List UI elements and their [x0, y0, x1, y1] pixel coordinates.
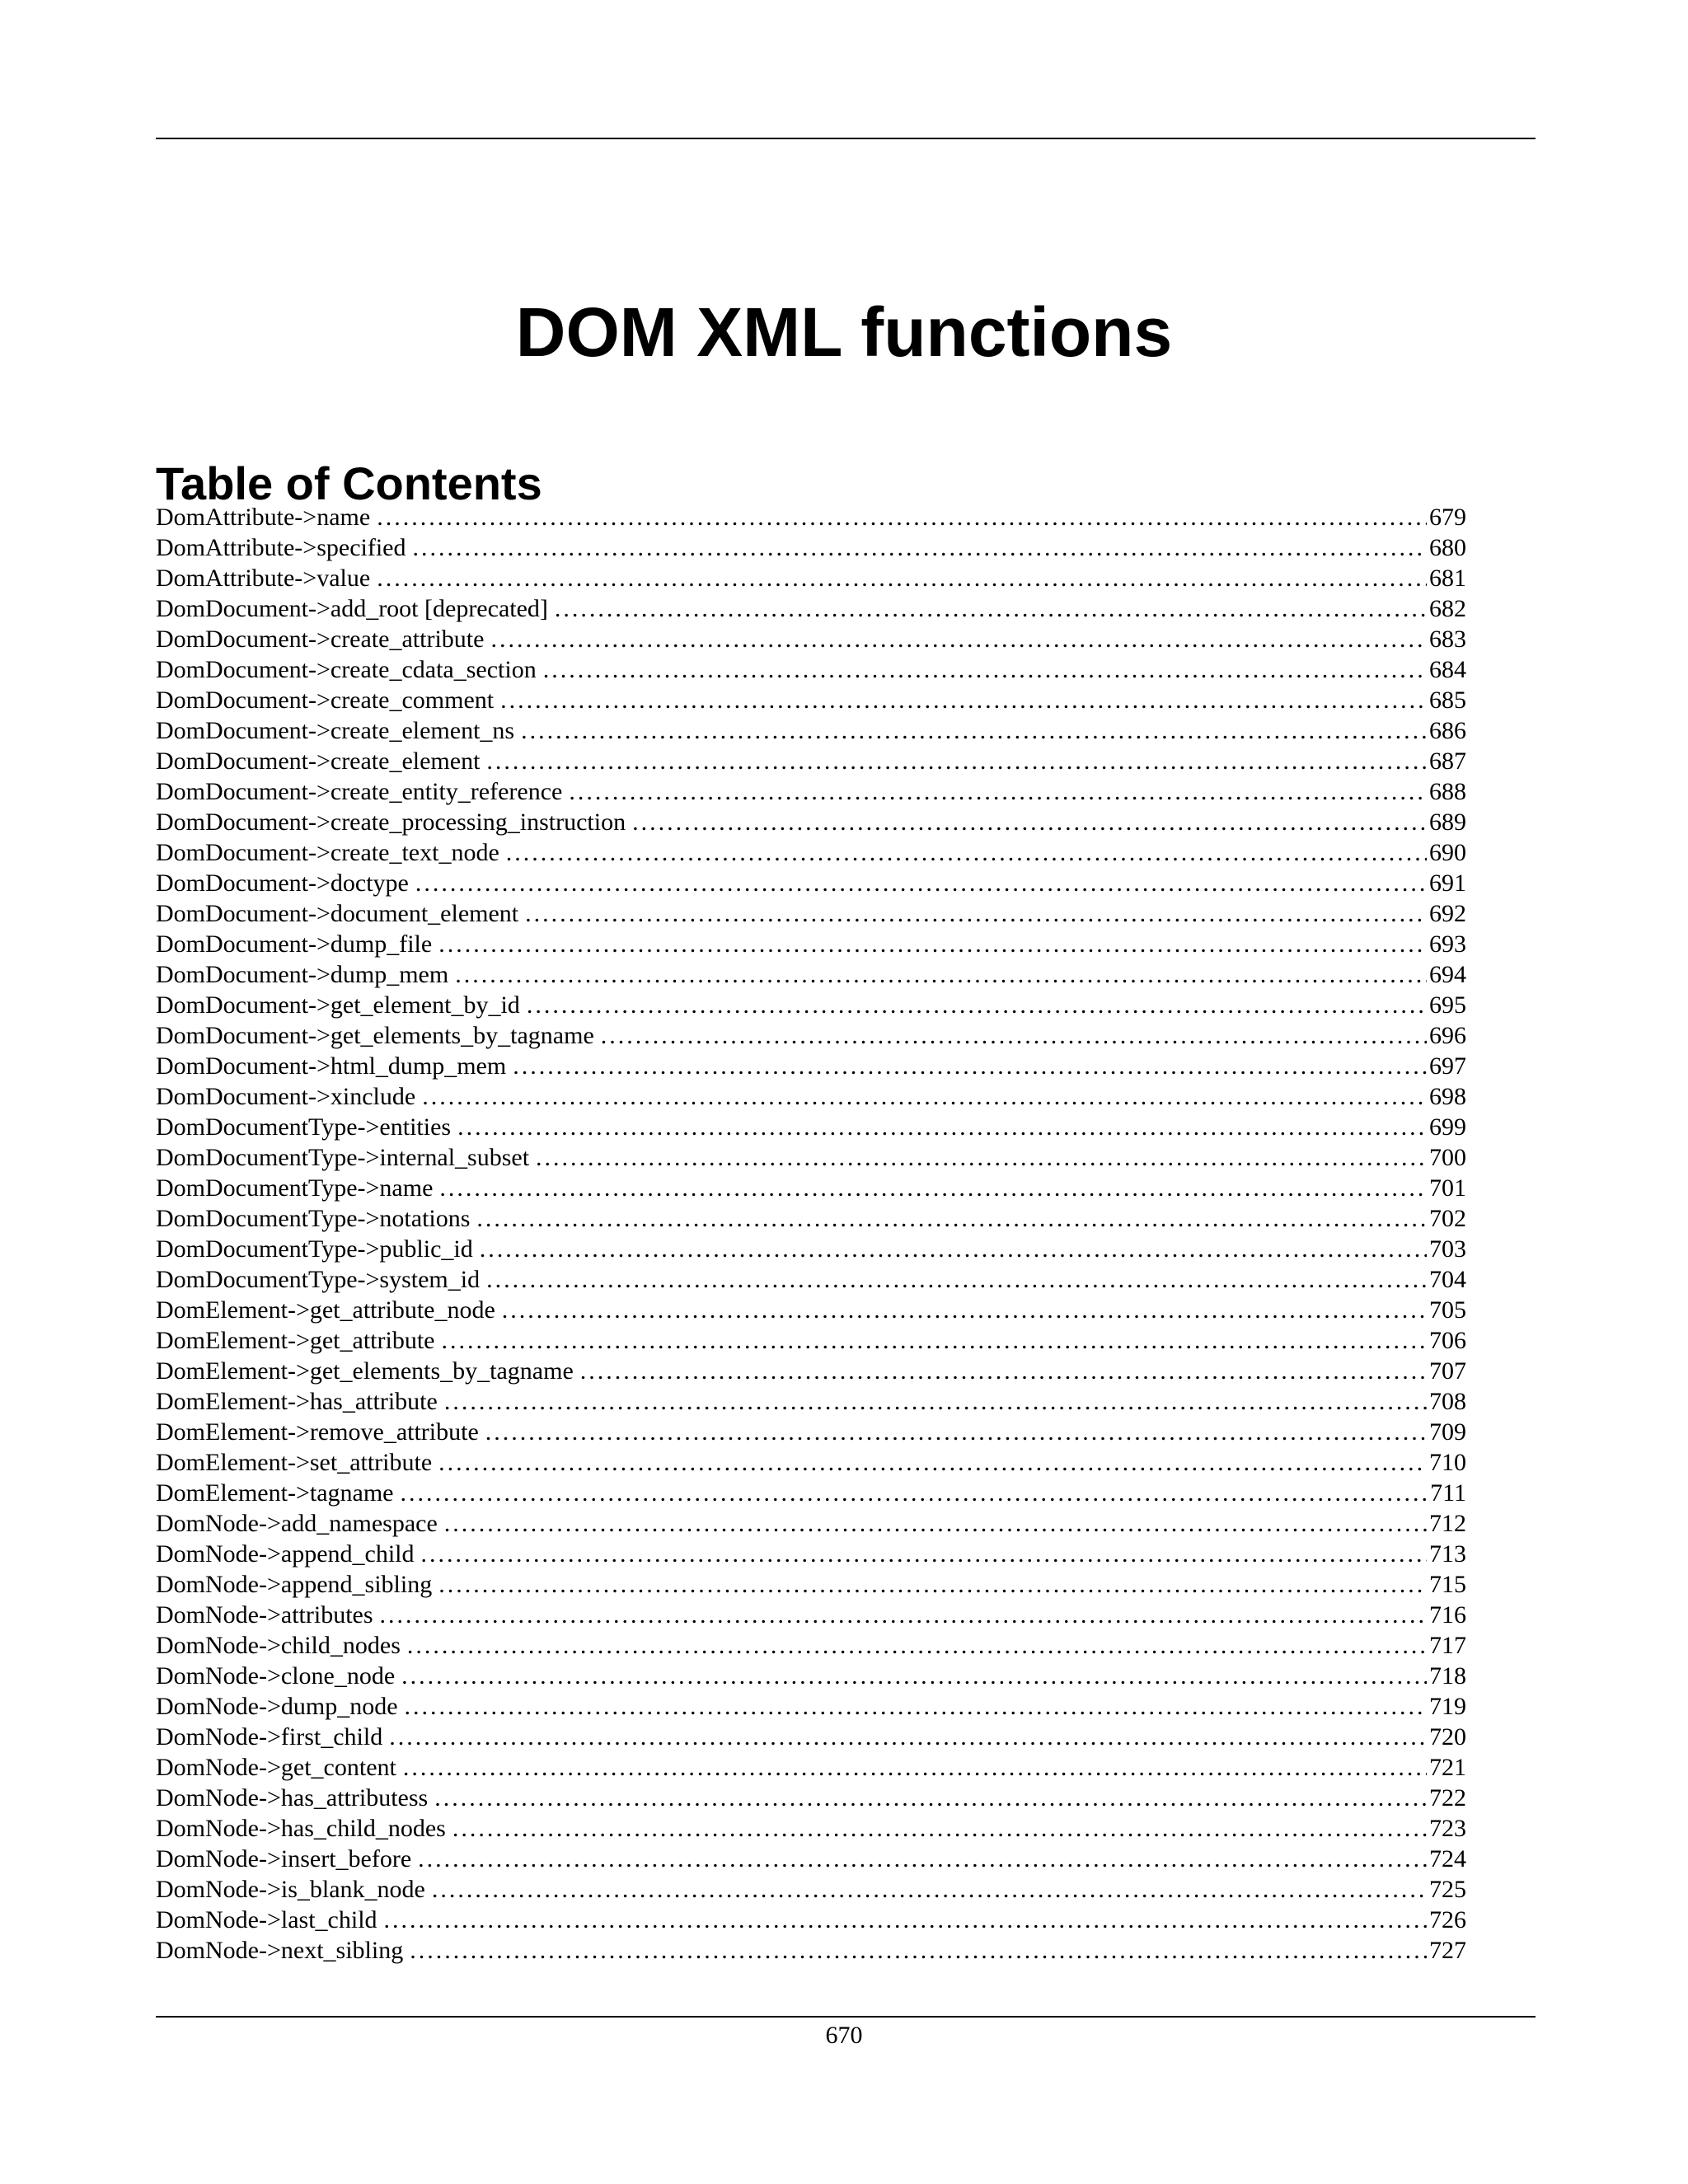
- toc-dot-leader: [536, 1142, 1427, 1173]
- footer-rule: [156, 2016, 1536, 2018]
- toc-entry[interactable]: [156, 532, 1466, 563]
- toc-entry[interactable]: [156, 1569, 1466, 1600]
- toc-entry-page-number[interactable]: 722: [1429, 1784, 1466, 1811]
- toc-dot-leader: [601, 1020, 1427, 1051]
- toc-heading: Table of Contents: [156, 457, 542, 510]
- toc-entry-page-number[interactable]: 707: [1429, 1357, 1466, 1385]
- toc-dot-leader: [377, 563, 1427, 593]
- toc-entry-label[interactable]: DomDocumentType->notations: [156, 1205, 471, 1232]
- toc-entry-page-number[interactable]: 727: [1429, 1937, 1466, 1964]
- toc-entry-label[interactable]: DomElement->get_attribute_node: [156, 1296, 495, 1324]
- toc-dot-leader: [521, 715, 1427, 746]
- toc-entry-page-number[interactable]: 726: [1429, 1906, 1466, 1933]
- toc-entry[interactable]: [156, 654, 1466, 685]
- toc-entry-label[interactable]: DomNode->has_child_nodes: [156, 1815, 446, 1842]
- toc-entry[interactable]: [156, 1173, 1466, 1203]
- toc-entry[interactable]: [156, 1722, 1466, 1752]
- toc-entry-page-number[interactable]: 682: [1429, 595, 1466, 622]
- toc-dot-leader: [405, 1691, 1427, 1722]
- toc-dot-leader: [476, 1203, 1427, 1234]
- toc-entry-page-number[interactable]: 681: [1429, 565, 1466, 592]
- toc-entry-page-number[interactable]: 717: [1429, 1632, 1466, 1659]
- toc-entry-label[interactable]: DomDocument->get_element_by_id: [156, 991, 520, 1019]
- toc-entry-label[interactable]: DomDocument->doctype: [156, 869, 409, 897]
- toc-entry-label[interactable]: DomNode->child_nodes: [156, 1632, 401, 1659]
- toc-dot-leader: [569, 776, 1427, 807]
- toc-entry-label[interactable]: DomNode->get_content: [156, 1754, 396, 1781]
- toc-entry-page-number[interactable]: 697: [1429, 1052, 1466, 1080]
- page-title: DOM XML functions: [515, 293, 1173, 372]
- toc-entry[interactable]: [156, 929, 1466, 959]
- toc-dot-leader: [422, 1081, 1427, 1112]
- toc-entry[interactable]: [156, 685, 1466, 715]
- toc-entry-page-number[interactable]: 685: [1429, 687, 1466, 714]
- toc-entry-page-number[interactable]: 679: [1429, 504, 1466, 531]
- toc-entry-label[interactable]: DomDocument->create_entity_reference: [156, 778, 563, 805]
- toc-entry-label[interactable]: DomNode->insert_before: [156, 1845, 412, 1872]
- toc-entry-label[interactable]: DomDocument->create_text_node: [156, 839, 499, 866]
- page-number: 670: [825, 2022, 863, 2049]
- toc-entry-page-number[interactable]: 710: [1429, 1449, 1466, 1476]
- toc-entry-label[interactable]: DomElement->get_elements_by_tagname: [156, 1357, 574, 1385]
- toc-dot-leader: [432, 1874, 1427, 1905]
- toc-dot-leader: [632, 807, 1427, 837]
- toc-entry[interactable]: [156, 1051, 1466, 1081]
- toc-dot-leader: [525, 898, 1427, 929]
- toc-dot-leader: [513, 1051, 1427, 1081]
- toc-entry[interactable]: [156, 593, 1466, 624]
- toc-entry-page-number[interactable]: 705: [1429, 1296, 1466, 1324]
- toc-dot-leader: [490, 624, 1427, 654]
- toc-entry[interactable]: [156, 563, 1466, 593]
- toc-dot-leader: [438, 1569, 1427, 1600]
- toc-dot-leader: [444, 1386, 1427, 1417]
- toc-entry-label[interactable]: DomNode->first_child: [156, 1723, 383, 1750]
- toc-dot-leader: [389, 1722, 1427, 1752]
- toc-entry-page-number[interactable]: 686: [1429, 717, 1466, 744]
- toc-entry[interactable]: [156, 776, 1466, 807]
- toc-entry-page-number[interactable]: 721: [1429, 1754, 1466, 1781]
- toc-entry[interactable]: [156, 502, 1466, 532]
- toc-entry-label[interactable]: DomDocumentType->internal_subset: [156, 1144, 530, 1171]
- toc-entry-label[interactable]: DomDocument->get_elements_by_tagname: [156, 1022, 594, 1049]
- toc-entry[interactable]: [156, 959, 1466, 990]
- toc-entry-label[interactable]: DomNode->last_child: [156, 1906, 377, 1933]
- toc-entry[interactable]: [156, 1417, 1466, 1447]
- toc-entry-label[interactable]: DomDocument->html_dump_mem: [156, 1052, 507, 1080]
- toc-entry[interactable]: [156, 746, 1466, 776]
- toc-entry[interactable]: [156, 1661, 1466, 1691]
- toc-entry[interactable]: [156, 1478, 1466, 1508]
- toc-dot-leader: [413, 532, 1427, 563]
- toc-entry-label[interactable]: DomNode->is_blank_node: [156, 1876, 425, 1903]
- toc-entry-page-number[interactable]: 700: [1429, 1144, 1466, 1171]
- toc-entry[interactable]: [156, 1935, 1466, 1966]
- toc-entry[interactable]: [156, 1874, 1466, 1905]
- toc-entry[interactable]: [156, 1905, 1466, 1935]
- toc-entry[interactable]: [156, 1600, 1466, 1630]
- toc-dot-leader: [403, 1752, 1427, 1783]
- toc-dot-leader: [444, 1508, 1427, 1539]
- toc-entry-page-number[interactable]: 711: [1430, 1479, 1466, 1507]
- toc-dot-leader: [555, 593, 1427, 624]
- toc-entry-label[interactable]: DomDocument->dump_mem: [156, 961, 449, 988]
- toc-entry[interactable]: [156, 1295, 1466, 1325]
- toc-dot-leader: [480, 1234, 1427, 1264]
- toc-entry[interactable]: [156, 1264, 1466, 1295]
- toc-entry-page-number[interactable]: 724: [1429, 1845, 1466, 1872]
- toc-dot-leader: [418, 1844, 1427, 1874]
- toc-entry-page-number[interactable]: 719: [1429, 1693, 1466, 1720]
- toc-dot-leader: [401, 1661, 1427, 1691]
- toc-entry-label[interactable]: DomElement->remove_attribute: [156, 1418, 479, 1446]
- toc-entry-label[interactable]: DomDocument->create_comment: [156, 687, 495, 714]
- toc-entry-page-number[interactable]: 690: [1429, 839, 1466, 866]
- toc-entry[interactable]: [156, 1081, 1466, 1112]
- toc-entry-label[interactable]: DomDocument->create_element_ns: [156, 717, 515, 744]
- toc-entry-page-number[interactable]: 687: [1429, 748, 1466, 775]
- toc-entry-page-number[interactable]: 708: [1429, 1388, 1466, 1415]
- toc-entry-page-number[interactable]: 709: [1429, 1418, 1466, 1446]
- toc-entry-page-number[interactable]: 701: [1429, 1174, 1466, 1202]
- toc-dot-leader: [438, 1447, 1427, 1478]
- toc-entry-label[interactable]: DomNode->has_attributess: [156, 1784, 429, 1811]
- table-of-contents: [156, 502, 1466, 1966]
- toc-dot-leader: [384, 1905, 1427, 1935]
- toc-entry-label[interactable]: DomDocument->create_processing_instruction: [156, 808, 626, 836]
- toc-entry[interactable]: [156, 1325, 1466, 1356]
- toc-entry-label[interactable]: DomDocument->document_element: [156, 900, 519, 927]
- toc-entry-label[interactable]: DomDocumentType->public_id: [156, 1235, 473, 1263]
- toc-entry-page-number[interactable]: 698: [1429, 1083, 1466, 1110]
- toc-entry-label[interactable]: DomNode->append_sibling: [156, 1571, 433, 1598]
- toc-entry-label[interactable]: DomElement->has_attribute: [156, 1388, 438, 1415]
- toc-dot-leader: [527, 990, 1427, 1020]
- toc-entry-label[interactable]: DomDocument->create_element: [156, 748, 481, 775]
- toc-entry[interactable]: [156, 837, 1466, 868]
- toc-entry-page-number[interactable]: 725: [1429, 1876, 1466, 1903]
- header-rule: [156, 138, 1536, 139]
- toc-entry[interactable]: [156, 624, 1466, 654]
- toc-entry[interactable]: [156, 807, 1466, 837]
- toc-entry-label[interactable]: DomDocumentType->system_id: [156, 1266, 481, 1293]
- toc-entry-page-number[interactable]: 723: [1429, 1815, 1466, 1842]
- toc-entry[interactable]: [156, 1447, 1466, 1478]
- toc-entry[interactable]: [156, 1508, 1466, 1539]
- toc-dot-leader: [485, 1417, 1427, 1447]
- toc-entry[interactable]: [156, 1234, 1466, 1264]
- toc-entry[interactable]: [156, 898, 1466, 929]
- toc-entry-page-number[interactable]: 716: [1429, 1601, 1466, 1629]
- toc-entry-page-number[interactable]: 715: [1429, 1571, 1466, 1598]
- toc-entry-page-number[interactable]: 694: [1429, 961, 1466, 988]
- toc-entry-label[interactable]: DomAttribute->name: [156, 504, 371, 531]
- toc-dot-leader: [415, 868, 1427, 898]
- toc-entry-page-number[interactable]: 699: [1429, 1113, 1466, 1141]
- toc-dot-leader: [580, 1356, 1427, 1386]
- toc-entry-page-number[interactable]: 712: [1429, 1510, 1466, 1537]
- toc-dot-leader: [421, 1539, 1427, 1569]
- toc-dot-leader: [438, 929, 1427, 959]
- toc-entry-label[interactable]: DomElement->set_attribute: [156, 1449, 433, 1476]
- toc-entry-page-number[interactable]: 692: [1429, 900, 1466, 927]
- toc-entry-label[interactable]: DomNode->next_sibling: [156, 1937, 404, 1964]
- toc-dot-leader: [506, 837, 1427, 868]
- toc-dot-leader: [410, 1935, 1427, 1966]
- toc-entry-label[interactable]: DomDocument->xinclude: [156, 1083, 416, 1110]
- toc-entry[interactable]: [156, 1630, 1466, 1661]
- toc-entry-page-number[interactable]: 691: [1429, 869, 1466, 897]
- toc-entry[interactable]: [156, 715, 1466, 746]
- toc-dot-leader: [502, 1295, 1427, 1325]
- toc-dot-leader: [401, 1478, 1428, 1508]
- toc-entry[interactable]: [156, 1752, 1466, 1783]
- toc-entry-label[interactable]: DomDocument->add_root [deprecated]: [156, 595, 548, 622]
- toc-entry-label[interactable]: DomElement->tagname: [156, 1479, 394, 1507]
- toc-entry[interactable]: [156, 1813, 1466, 1844]
- toc-entry[interactable]: [156, 1112, 1466, 1142]
- toc-entry-page-number[interactable]: 683: [1429, 626, 1466, 653]
- toc-entry[interactable]: [156, 1783, 1466, 1813]
- toc-entry[interactable]: [156, 1844, 1466, 1874]
- toc-entry-page-number[interactable]: 720: [1429, 1723, 1466, 1750]
- toc-dot-leader: [486, 746, 1427, 776]
- toc-entry-label[interactable]: DomNode->attributes: [156, 1601, 373, 1629]
- toc-dot-leader: [500, 685, 1427, 715]
- toc-entry-page-number[interactable]: 696: [1429, 1022, 1466, 1049]
- toc-dot-leader: [377, 502, 1427, 532]
- toc-entry-page-number[interactable]: 704: [1429, 1266, 1466, 1293]
- toc-entry[interactable]: [156, 1539, 1466, 1569]
- toc-entry-label[interactable]: DomDocument->dump_file: [156, 930, 433, 958]
- toc-entry-label[interactable]: DomDocumentType->name: [156, 1174, 434, 1202]
- toc-dot-leader: [452, 1813, 1427, 1844]
- toc-entry-page-number[interactable]: 689: [1429, 808, 1466, 836]
- toc-entry-label[interactable]: DomAttribute->value: [156, 565, 371, 592]
- toc-entry-page-number[interactable]: 684: [1429, 656, 1466, 683]
- toc-entry[interactable]: [156, 1356, 1466, 1386]
- toc-entry-label[interactable]: DomNode->clone_node: [156, 1662, 396, 1690]
- toc-dot-leader: [455, 959, 1427, 990]
- toc-entry-label[interactable]: DomDocumentType->entities: [156, 1113, 452, 1141]
- toc-entry-label[interactable]: DomElement->get_attribute: [156, 1327, 435, 1354]
- toc-entry-label[interactable]: DomAttribute->specified: [156, 534, 406, 561]
- toc-entry-page-number[interactable]: 680: [1429, 534, 1466, 561]
- toc-entry-page-number[interactable]: 693: [1429, 930, 1466, 958]
- toc-entry[interactable]: [156, 1020, 1466, 1051]
- toc-entry[interactable]: [156, 1386, 1466, 1417]
- toc-dot-leader: [457, 1112, 1427, 1142]
- toc-dot-leader: [441, 1325, 1427, 1356]
- toc-dot-leader: [543, 654, 1427, 685]
- toc-entry-page-number[interactable]: 713: [1429, 1540, 1466, 1568]
- toc-dot-leader: [434, 1783, 1427, 1813]
- toc-entry-label[interactable]: DomDocument->create_cdata_section: [156, 656, 537, 683]
- toc-dot-leader: [407, 1630, 1427, 1661]
- toc-entry-page-number[interactable]: 718: [1429, 1662, 1466, 1690]
- toc-entry-page-number[interactable]: 695: [1429, 991, 1466, 1019]
- toc-entry[interactable]: [156, 868, 1466, 898]
- toc-entry[interactable]: [156, 1691, 1466, 1722]
- toc-entry-label[interactable]: DomDocument->create_attribute: [156, 626, 485, 653]
- toc-entry-label[interactable]: DomNode->append_child: [156, 1540, 415, 1568]
- toc-dot-leader: [380, 1600, 1427, 1630]
- toc-entry-page-number[interactable]: 703: [1429, 1235, 1466, 1263]
- toc-entry[interactable]: [156, 1142, 1466, 1173]
- toc-dot-leader: [486, 1264, 1427, 1295]
- toc-entry-page-number[interactable]: 706: [1429, 1327, 1466, 1354]
- toc-entry-page-number[interactable]: 702: [1429, 1205, 1466, 1232]
- toc-entry-label[interactable]: DomNode->add_namespace: [156, 1510, 438, 1537]
- toc-entry-label[interactable]: DomNode->dump_node: [156, 1693, 398, 1720]
- toc-dot-leader: [439, 1173, 1427, 1203]
- toc-entry-page-number[interactable]: 688: [1429, 778, 1466, 805]
- toc-entry[interactable]: [156, 990, 1466, 1020]
- toc-entry[interactable]: [156, 1203, 1466, 1234]
